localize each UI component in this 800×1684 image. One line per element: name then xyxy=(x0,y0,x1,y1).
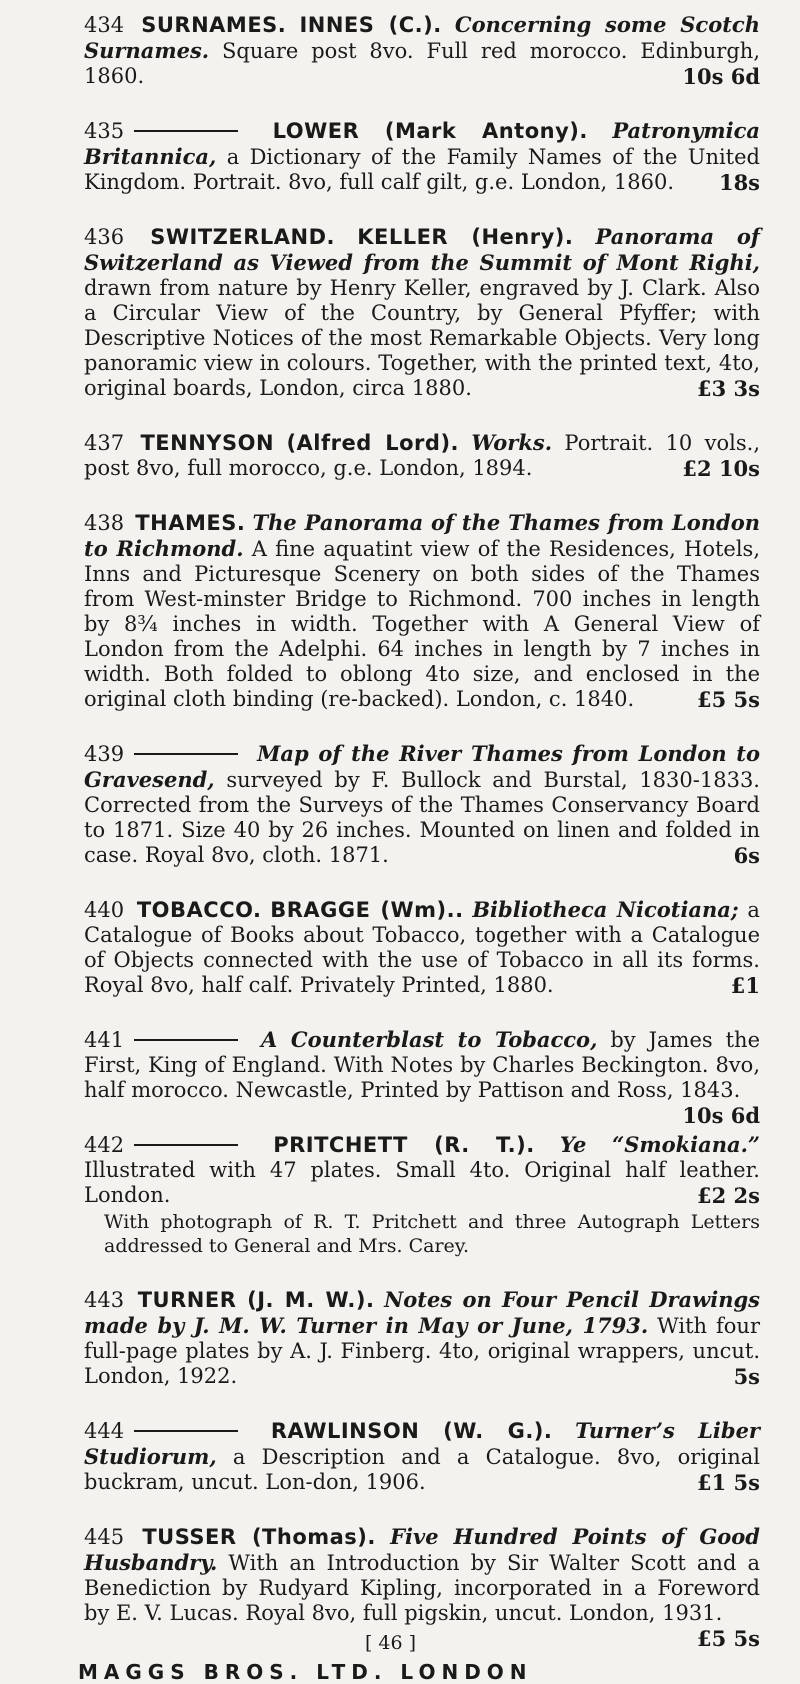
entry-number: 435 xyxy=(84,119,125,143)
entry-price: £5 5s xyxy=(697,687,760,712)
entry-number: 445 xyxy=(84,1525,125,1549)
ditto-dash xyxy=(134,130,238,132)
entry-number: 439 xyxy=(84,742,125,766)
catalogue-entry xyxy=(84,1287,760,1389)
entry-author: RAWLINSON (W. G.). xyxy=(270,1419,553,1443)
catalogue-entry xyxy=(84,741,760,868)
ditto-dash xyxy=(134,1039,238,1041)
entry-number: 440 xyxy=(84,898,125,922)
entry-description: Square post 8vo. Full red morocco. Edinburgh, 1860. xyxy=(84,39,760,88)
entry-heading: TOBACCO. xyxy=(136,898,262,922)
entry-title: Patronymica Britannica, xyxy=(84,118,760,169)
entry-price: 10s 6d xyxy=(682,1103,760,1128)
entry-number: 434 xyxy=(84,13,125,37)
entry-title: Five Hundred Points of Good Husbandry. xyxy=(84,1524,760,1575)
catalogue-entry xyxy=(84,12,760,89)
entry-description: by James the First, King of England. With Notes by Charles Beckington. 8vo, half morocco. Newcastle, Printed by Pattison and Ross, 1843. xyxy=(84,1028,760,1102)
entry-author: TUSSER (Thomas). xyxy=(142,1525,376,1549)
entry-title: Bibliotheca Nicotiana; xyxy=(472,897,739,922)
entry-author: PRITCHETT (R. T.). xyxy=(273,1133,535,1157)
entry-price: 10s 6d xyxy=(682,64,760,89)
publisher-imprint: MAGGS BROS. LTD. LONDON xyxy=(78,1660,533,1684)
entry-title: Concerning some Scotch Surnames. xyxy=(84,12,760,63)
entry-description: With four full-page plates by A. J. Finberg. 4to, original wrappers, uncut. London, 1922. xyxy=(84,1314,760,1388)
entry-price: £2 2s xyxy=(697,1183,760,1208)
catalogue-entry xyxy=(84,224,760,401)
entry-price: £2 10s xyxy=(682,456,760,481)
entry-number: 444 xyxy=(84,1419,125,1443)
entry-heading: TENNYSON xyxy=(140,431,275,455)
entry-number: 438 xyxy=(84,511,125,535)
entry-number: 442 xyxy=(84,1133,125,1157)
catalogue-entry xyxy=(84,430,760,481)
ditto-dash xyxy=(134,1430,238,1432)
entry-description: surveyed by F. Bullock and Burstal, 1830-1833. Corrected from the Surveys of the Thames Conservancy Board to 1871. Size 40 by 26 inches. Mounted on linen and folded in case. Royal 8vo, cloth. 1871. xyxy=(84,768,760,867)
page-number: [ 46 ] xyxy=(364,1632,417,1654)
entry-price: £1 5s xyxy=(697,1470,760,1495)
entry-number: 437 xyxy=(84,431,125,455)
entry-description: Portrait. 10 vols., post 8vo, full morocco, g.e. London, 1894. xyxy=(84,431,761,480)
entry-price: 18s xyxy=(718,170,760,195)
catalogue-entry xyxy=(84,510,760,712)
ditto-dash xyxy=(134,1144,238,1146)
catalogue-entry xyxy=(84,1027,760,1128)
entry-author: KELLER (Henry). xyxy=(357,225,574,249)
entry-note: With photograph of R. T. Pritchett and three Autograph Letters addressed to General and Mrs. Carey. xyxy=(104,1211,760,1257)
ditto-dash xyxy=(134,753,238,755)
entry-price: 6s xyxy=(733,843,760,868)
entry-description: drawn from nature by Henry Keller, engraved by J. Clark. Also a Circular View of the Country, by General Pfyffer; with Descriptive Notices of the most Remarkable Objects. Very long panoramic view in colours. Together, with the printed text, 4to, original boards, London, circa 1880. xyxy=(84,276,760,400)
entry-title: Panorama of Switzerland as Viewed from the Summit of Mont Righi, xyxy=(84,224,760,275)
entry-author: BRAGGE (Wm).. xyxy=(270,898,464,922)
entry-price: 5s xyxy=(733,1364,760,1389)
entry-title: Works. xyxy=(471,430,553,455)
entry-title: Notes on Four Pencil Drawings made by J. M. W. Turner in May or June, 1793. xyxy=(84,1287,760,1338)
entry-author: TURNER (J. M. W.). xyxy=(137,1288,375,1312)
entry-price: £5 5s xyxy=(697,1626,760,1651)
entry-price: £3 3s xyxy=(697,376,760,401)
entry-number: 436 xyxy=(84,225,125,249)
entry-description: a Catalogue of Books about Tobacco, together with a Catalogue of Objects connected with the use of Tobacco in all its forms. Royal 8vo, half calf. Privately Printed, 1880. xyxy=(84,898,760,997)
entry-description: Illustrated with 47 plates. Small 4to. Original half leather. London. xyxy=(84,1158,760,1207)
entry-title: A Counterblast to Tobacco, xyxy=(261,1027,598,1052)
entry-heading: SWITZERLAND. xyxy=(150,225,336,249)
entry-author: LOWER (Mark Antony). xyxy=(272,119,588,143)
entry-description: a Description and a Catalogue. 8vo, original buckram, uncut. Lon-don, 1906. xyxy=(84,1445,760,1494)
entry-title: Ye “Smokiana.” xyxy=(559,1132,760,1157)
entry-description: a Dictionary of the Family Names of the United Kingdom. Portrait. 8vo, full calf gilt, g.e. London, 1860. xyxy=(84,145,760,194)
entry-heading: SURNAMES. xyxy=(141,13,287,37)
entry-number: 441 xyxy=(84,1028,125,1052)
entry-description: With an Introduction by Sir Walter Scott and a Benediction by Rudyard Kipling, incorporated in a Foreword by E. V. Lucas. Royal 8vo, full pigskin, uncut. London, 1931. xyxy=(84,1551,760,1625)
entry-title: Map of the River Thames from London to Gravesend, xyxy=(84,741,760,792)
entry-author: (Alfred Lord). xyxy=(286,431,460,455)
catalogue-entry xyxy=(84,1418,760,1495)
catalogue-entry xyxy=(84,118,760,195)
entry-heading: THAMES. xyxy=(135,511,246,535)
entry-title: The Panorama of the Thames from London to Richmond. xyxy=(84,510,760,561)
catalogue-entry xyxy=(84,897,760,998)
entry-description: A fine aquatint view of the Residences, Hotels, Inns and Picturesque Scenery on both sides of the Thames from West-minster Bridge to Richmond. 700 inches in length by 8¾ inches in width. Together with A General View of London from the Adelphi. 64 inches in length by 7 inches in width. Both folded to oblong 4to size, and enclosed in the original cloth binding (re-backed). London, c. 1840. xyxy=(84,537,760,711)
entry-author: INNES (C.). xyxy=(299,13,442,37)
entry-price: £1 xyxy=(730,973,760,998)
catalogue-entry xyxy=(84,1132,760,1258)
entry-number: 443 xyxy=(84,1288,125,1312)
entry-title: Turner’s Liber Studiorum, xyxy=(84,1418,760,1469)
